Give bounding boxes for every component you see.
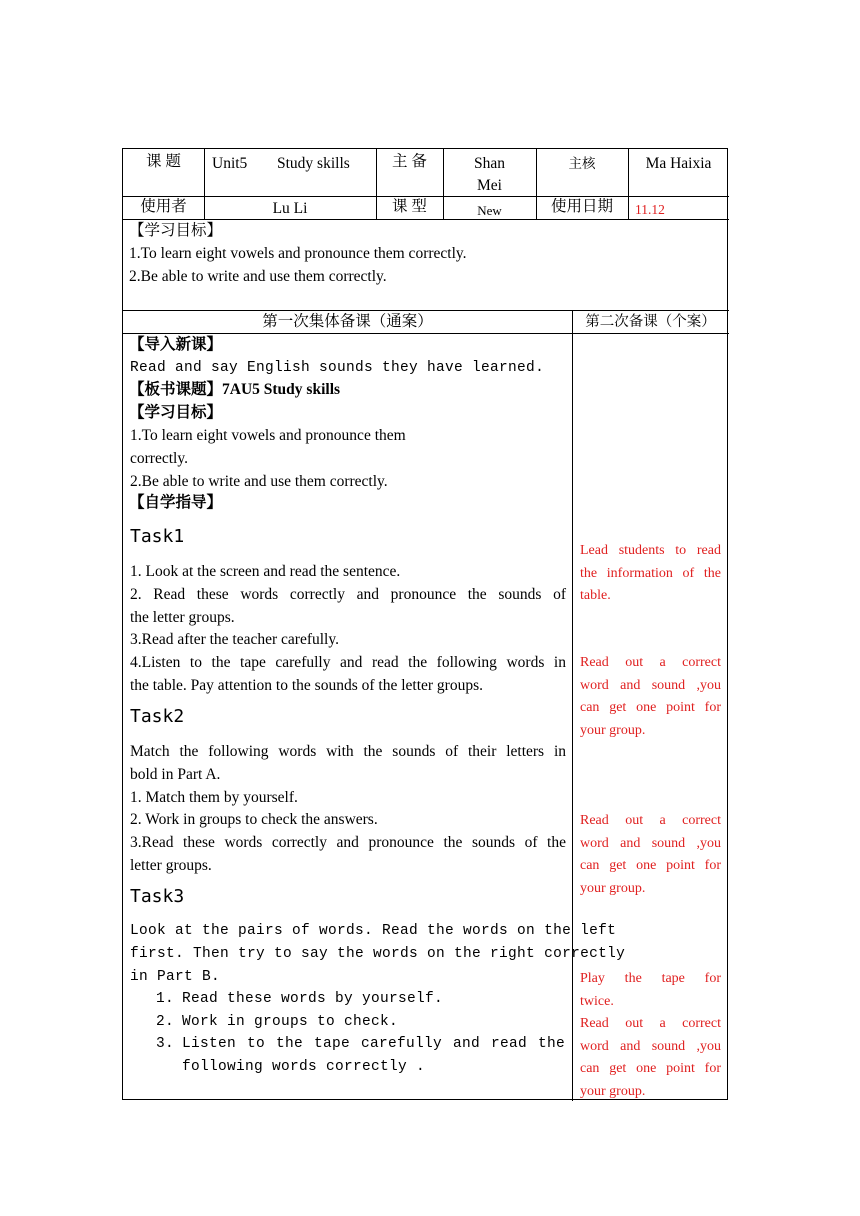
task3-step2: Work in groups to check.	[182, 1014, 399, 1030]
intro-text: Read and say English sounds they have learned.	[130, 360, 545, 376]
task1-step2-line1: 2. Read these words correctly and pronounce the sounds of	[130, 586, 566, 603]
right-column-title: 第二次备课（个案）	[585, 314, 716, 330]
self-study-heading: 【自学指导】	[129, 494, 223, 511]
date-label: 使用日期	[550, 198, 613, 215]
task1-step2-line2: the letter groups.	[130, 609, 235, 626]
task2-step1: 1. Match them by yourself.	[130, 789, 298, 806]
user-label: 使用者	[140, 198, 187, 215]
task2-title: Task2	[130, 706, 185, 727]
task2-step3-line1: 3.Read these words correctly and pronounce the sounds of the	[130, 834, 566, 851]
prep-label: 主 备	[392, 153, 427, 170]
task1-step1: 1. Look at the screen and read the sentence.	[130, 563, 401, 580]
task2-intro-line2: bold in Part A.	[130, 766, 221, 783]
task3-title: Task3	[130, 886, 185, 907]
task3-step2-number: 2.	[156, 1014, 175, 1030]
task1-step3: 3.Read after the teacher carefully.	[130, 631, 339, 648]
task3-step3-line1: Listen to the tape carefully and read the	[182, 1036, 565, 1052]
intro-heading: 【导入新课】	[129, 336, 223, 353]
note-task1: Lead students to read the information of the table.	[580, 543, 721, 604]
task3-intro-line1: Look at the pairs of words. Read the words on the left	[130, 923, 617, 939]
type-value: New	[477, 203, 502, 218]
objective-1: 1.To learn eight vowels and pronounce them correctly.	[129, 245, 467, 262]
task2-step2: 2. Work in groups to check the answers.	[130, 811, 378, 828]
left-column-title: 第一次集体备课（通案）	[262, 313, 433, 330]
task3-intro-line3: in Part B.	[130, 969, 221, 985]
review-value: Ma Haixia	[645, 155, 712, 172]
task2-intro-line1: Match the following words with the sounds of their letters in	[130, 743, 566, 760]
task1-step4-line1: 4.Listen to the tape carefully and read the following words in	[130, 654, 566, 671]
objective-2: 2.Be able to write and use them correctly.	[129, 268, 387, 285]
prep-value-line1: Shan	[474, 155, 505, 172]
task3-intro-line2: first. Then try to say the words on the right correctly	[130, 946, 626, 962]
task3-step1: Read these words by yourself.	[182, 991, 444, 1007]
goal-1-line2: correctly.	[130, 450, 188, 467]
objectives-heading: 【学习目标】	[129, 222, 223, 239]
note-task2-points: Read out a correct word and sound ,you can get one point for your group.	[580, 813, 721, 896]
task3-step3-number: 3.	[156, 1036, 175, 1052]
note-task1-points: Read out a correct word and sound ,you can get one point for your group.	[580, 655, 721, 738]
review-label: 主核	[568, 156, 596, 172]
topic-title: Study skills	[277, 155, 350, 172]
goal-2: 2.Be able to write and use them correctly.	[130, 473, 388, 490]
prep-value-line2: Mei	[477, 177, 502, 194]
lesson-plan-table	[122, 148, 728, 1100]
task2-step3-line2: letter groups.	[130, 857, 212, 874]
goals-heading: 【学习目标】	[129, 404, 223, 421]
task1-title: Task1	[130, 526, 185, 547]
type-label: 课 型	[392, 198, 427, 215]
goal-1-line1: 1.To learn eight vowels and pronounce them	[130, 427, 406, 444]
note-task3-tape: Play the tape for twice.	[580, 971, 721, 1009]
task1-step4-line2: the table. Pay attention to the sounds of the letter groups.	[130, 677, 483, 694]
col-divider	[572, 310, 573, 1101]
topic-label: 课 题	[146, 153, 181, 170]
user-value: Lu Li	[272, 200, 308, 217]
task3-step1-number: 1.	[156, 991, 175, 1007]
topic-unit: Unit5	[212, 155, 248, 172]
date-value: 11.12	[635, 202, 665, 217]
note-task3-points: Read out a correct word and sound ,you can get one point for your group.	[580, 1016, 721, 1099]
task3-step3-line2: following words correctly .	[182, 1059, 426, 1075]
board-heading: 【板书课题】7AU5 Study skills	[129, 381, 341, 398]
